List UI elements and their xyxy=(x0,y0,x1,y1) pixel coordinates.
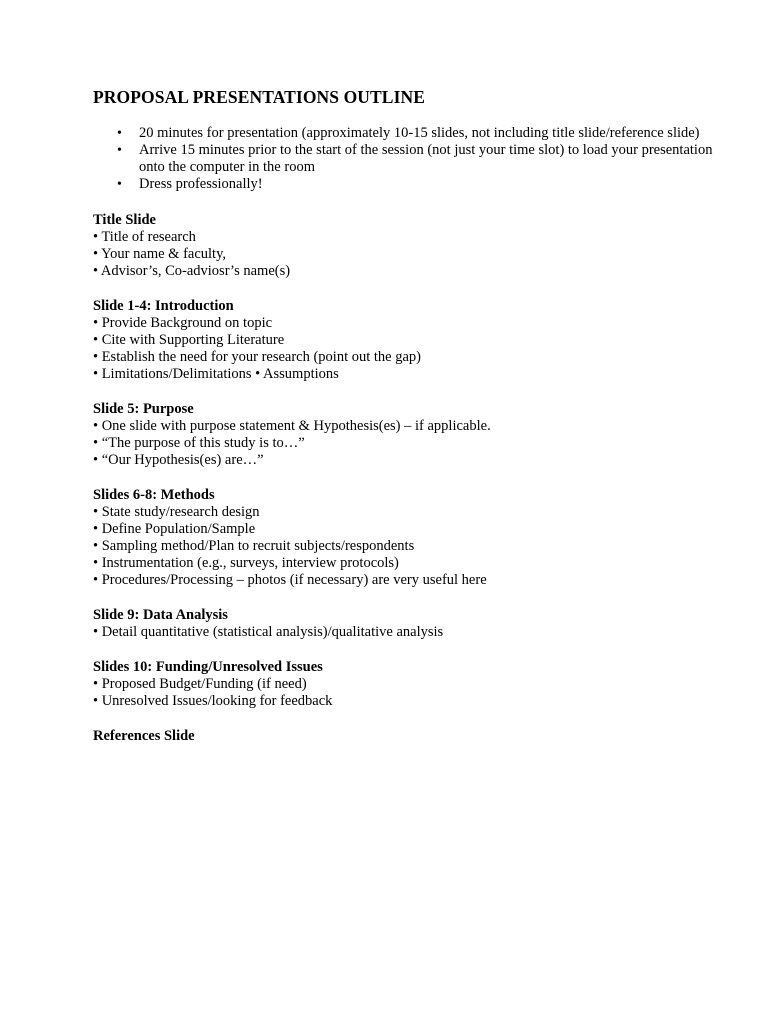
section-references xyxy=(93,728,733,745)
section-heading: Slide 5: Purpose xyxy=(93,401,194,417)
section-heading: References Slide xyxy=(93,728,195,744)
bullet-icon: • xyxy=(117,126,122,141)
section-heading: Title Slide xyxy=(93,212,156,228)
document-title: PROPOSAL PRESENTATIONS OUTLINE xyxy=(93,87,426,107)
bullet-icon: • xyxy=(117,177,122,192)
intro-bullet-list xyxy=(93,125,733,193)
intro-bullet-text: Arrive 15 minutes prior to the start of the session (not just your time slot) to load your presentation onto the computer in the room xyxy=(139,142,713,175)
section-bullet: • Provide Background on topic xyxy=(93,315,273,331)
section-bullet: • Sampling method/Plan to recruit subjects/respondents xyxy=(93,538,415,554)
section-bullet: • Limitations/Delimitations • Assumptions xyxy=(93,366,339,382)
section-bullet: • Your name & faculty, xyxy=(93,246,227,262)
section-introduction xyxy=(93,298,733,383)
section-bullet: • “The purpose of this study is to…” xyxy=(93,435,305,451)
section-bullet: • Proposed Budget/Funding (if need) xyxy=(93,676,307,692)
section-heading: Slides 10: Funding/Unresolved Issues xyxy=(93,659,323,675)
bullet-icon: • xyxy=(117,143,122,158)
intro-bullet-item xyxy=(93,142,733,176)
intro-bullet-item xyxy=(93,125,733,142)
section-bullet: • “Our Hypothesis(es) are…” xyxy=(93,452,264,468)
section-bullet: • Define Population/Sample xyxy=(93,521,256,537)
section-funding xyxy=(93,659,733,710)
section-data-analysis xyxy=(93,607,733,641)
intro-bullet-text: 20 minutes for presentation (approximately 10-15 slides, not including title slide/reference slide) xyxy=(139,125,700,141)
section-bullet: • Unresolved Issues/looking for feedback xyxy=(93,693,333,709)
section-bullet: • One slide with purpose statement & Hypothesis(es) – if applicable. xyxy=(93,418,491,434)
section-bullet: • Instrumentation (e.g., surveys, interview protocols) xyxy=(93,555,399,571)
intro-bullet-text: Dress professionally! xyxy=(139,176,263,192)
document-page xyxy=(93,86,733,763)
intro-bullet-item xyxy=(93,176,733,193)
section-bullet: • Title of research xyxy=(93,229,196,245)
section-methods xyxy=(93,487,733,589)
section-bullet: • Advisor’s, Co-adviosr’s name(s) xyxy=(93,263,291,279)
section-bullet: • Establish the need for your research (point out the gap) xyxy=(93,349,421,365)
section-bullet: • State study/research design xyxy=(93,504,260,520)
section-heading: Slides 6-8: Methods xyxy=(93,487,215,503)
section-bullet: • Detail quantitative (statistical analysis)/qualitative analysis xyxy=(93,624,444,640)
section-bullet: • Cite with Supporting Literature xyxy=(93,332,285,348)
section-heading: Slide 1-4: Introduction xyxy=(93,298,234,314)
section-purpose xyxy=(93,401,733,469)
section-title-slide xyxy=(93,212,733,280)
section-bullet: • Procedures/Processing – photos (if necessary) are very useful here xyxy=(93,572,487,588)
section-heading: Slide 9: Data Analysis xyxy=(93,607,228,623)
